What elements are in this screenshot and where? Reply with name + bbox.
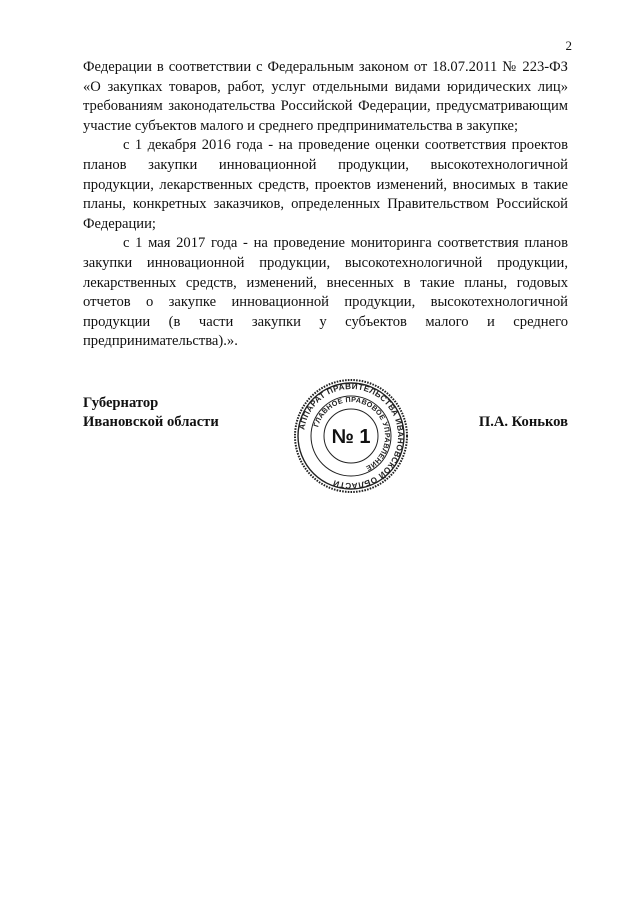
seal-outer-text: АППАРАТ ПРАВИТЕЛЬСТВА ИВАНОВСКОЙ ОБЛАСТИ: [297, 381, 406, 491]
paragraph-may-2017: с 1 мая 2017 года - на проведение мониторинга соответствия планов закупки инновационной продукции, высокотехнологичной продукции, лекарственных средств, изменений, внесенных в такие планы, годовых отчетов о закупке инновационной продукции, высокотехнологичной продукции (в части закупки у субъектов малого и среднего предпринимательства).».: [83, 235, 568, 350]
page-number: 2: [565, 38, 572, 53]
seal-center-text: № 1: [331, 426, 371, 448]
official-seal: [291, 376, 411, 496]
document-body: [83, 58, 568, 352]
paragraph-continuation: Федерации в соответствии с Федеральным законом от 18.07.2011 № 223-ФЗ «О закупках товаров, работ, услуг отдельными видами юридических лиц» требованиям законодательства Российской Федерации, предусматривающим участие субъектов малого и среднего предпринимательства в закупке;: [83, 59, 568, 134]
position-region: Ивановской области: [83, 414, 219, 430]
signature-block: [83, 381, 568, 504]
signatory-name: П.А. Коньков: [478, 414, 568, 430]
paragraph-december-2016: с 1 декабря 2016 года - на проведение оценки соответствия проектов планов закупки инновационной продукции, высокотехнологичной продукции, лекарственных средств, проектов изменений, вносимых в такие планы, конкретных заказчиков, определенных Правительством Российской Федерации;: [83, 137, 568, 232]
position-title: Губернатор: [83, 395, 159, 411]
signatory-position: [83, 394, 219, 432]
seal-inner-text: ГЛАВНОЕ ПРАВОВОЕ УПРАВЛЕНИЕ: [311, 394, 393, 474]
